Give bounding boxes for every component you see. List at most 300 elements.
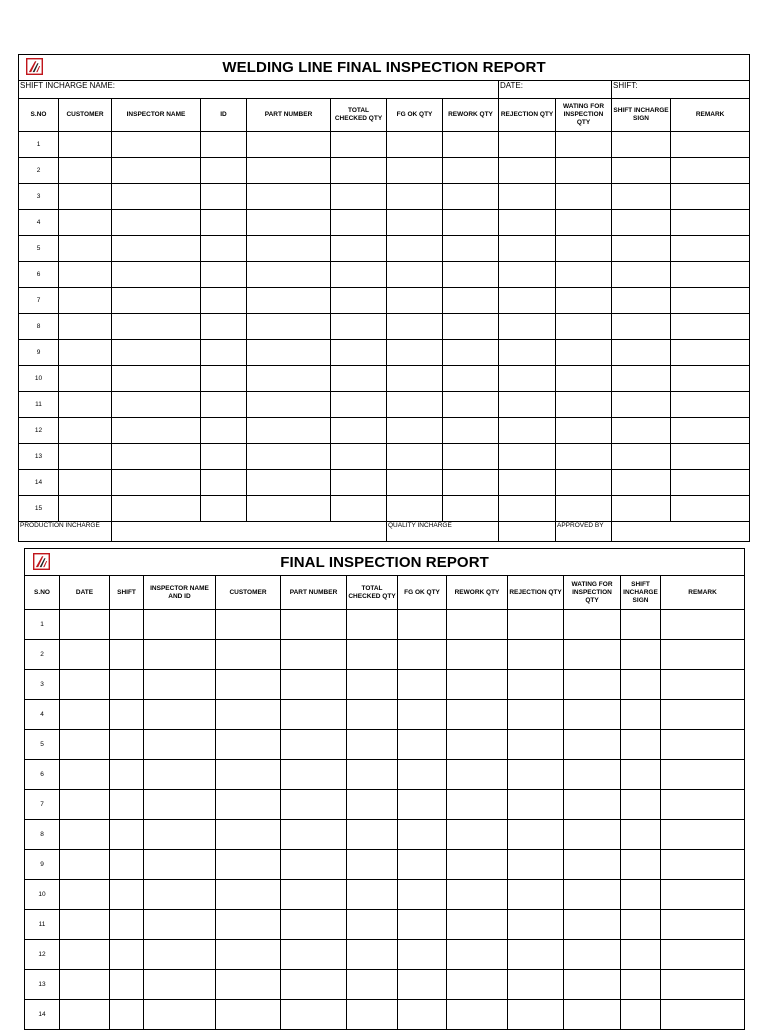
cell-id[interactable] — [201, 444, 247, 470]
cell-rejection-qty[interactable] — [508, 790, 564, 820]
cell-inspector-name-and-id[interactable] — [144, 790, 216, 820]
cell-shift-incharge-sign[interactable] — [621, 880, 661, 910]
cell-wating-for-inspection-qty[interactable] — [556, 314, 612, 340]
cell-wating-for-inspection-qty[interactable] — [556, 236, 612, 262]
cell-customer[interactable] — [216, 820, 281, 850]
cell-rejection-qty[interactable] — [499, 366, 556, 392]
cell-total-checked-qty[interactable] — [331, 184, 387, 210]
cell-customer[interactable] — [216, 940, 281, 970]
cell-part-number[interactable] — [281, 880, 347, 910]
cell-date[interactable] — [60, 700, 110, 730]
cell-inspector-name[interactable] — [112, 444, 201, 470]
cell-part-number[interactable] — [281, 760, 347, 790]
cell-rejection-qty[interactable] — [499, 184, 556, 210]
cell-id[interactable] — [201, 340, 247, 366]
cell-total-checked-qty[interactable] — [331, 444, 387, 470]
production-incharge-sign-cell[interactable] — [112, 522, 387, 542]
cell-wating-for-inspection-qty[interactable] — [564, 970, 621, 1000]
cell-shift[interactable] — [110, 820, 144, 850]
cell-remark[interactable] — [671, 132, 750, 158]
cell-customer[interactable] — [59, 340, 112, 366]
cell-remark[interactable] — [661, 670, 745, 700]
cell-part-number[interactable] — [247, 236, 331, 262]
cell-rework-qty[interactable] — [443, 470, 499, 496]
cell-part-number[interactable] — [247, 392, 331, 418]
cell-rework-qty[interactable] — [447, 1000, 508, 1030]
cell-customer[interactable] — [59, 262, 112, 288]
cell-rejection-qty[interactable] — [499, 392, 556, 418]
cell-rework-qty[interactable] — [443, 392, 499, 418]
cell-customer[interactable] — [216, 850, 281, 880]
cell-remark[interactable] — [671, 262, 750, 288]
cell-inspector-name-and-id[interactable] — [144, 730, 216, 760]
cell-date[interactable] — [60, 970, 110, 1000]
cell-id[interactable] — [201, 184, 247, 210]
cell-inspector-name[interactable] — [112, 236, 201, 262]
approved-by-sign-cell[interactable] — [612, 522, 750, 542]
cell-customer[interactable] — [216, 790, 281, 820]
cell-part-number[interactable] — [247, 366, 331, 392]
cell-id[interactable] — [201, 210, 247, 236]
cell-part-number[interactable] — [247, 132, 331, 158]
cell-shift-incharge-sign[interactable] — [621, 610, 661, 640]
cell-date[interactable] — [60, 610, 110, 640]
cell-remark[interactable] — [661, 910, 745, 940]
cell-total-checked-qty[interactable] — [331, 340, 387, 366]
cell-shift[interactable] — [110, 850, 144, 880]
date-field[interactable]: DATE: — [499, 81, 612, 99]
cell-rework-qty[interactable] — [443, 184, 499, 210]
cell-date[interactable] — [60, 730, 110, 760]
cell-customer[interactable] — [59, 184, 112, 210]
cell-shift-incharge-sign[interactable] — [621, 970, 661, 1000]
cell-wating-for-inspection-qty[interactable] — [556, 418, 612, 444]
cell-rejection-qty[interactable] — [508, 760, 564, 790]
cell-shift[interactable] — [110, 640, 144, 670]
cell-shift-incharge-sign[interactable] — [621, 700, 661, 730]
cell-inspector-name[interactable] — [112, 210, 201, 236]
cell-rework-qty[interactable] — [443, 210, 499, 236]
cell-id[interactable] — [201, 236, 247, 262]
cell-wating-for-inspection-qty[interactable] — [564, 730, 621, 760]
cell-customer[interactable] — [216, 670, 281, 700]
cell-wating-for-inspection-qty[interactable] — [556, 132, 612, 158]
cell-wating-for-inspection-qty[interactable] — [556, 340, 612, 366]
cell-customer[interactable] — [216, 910, 281, 940]
cell-rework-qty[interactable] — [443, 262, 499, 288]
cell-inspector-name-and-id[interactable] — [144, 940, 216, 970]
approved-by-field[interactable]: APPROVED BY — [556, 522, 612, 542]
cell-inspector-name[interactable] — [112, 288, 201, 314]
cell-remark[interactable] — [661, 970, 745, 1000]
cell-shift-incharge-sign[interactable] — [612, 236, 671, 262]
cell-total-checked-qty[interactable] — [331, 314, 387, 340]
cell-shift-incharge-sign[interactable] — [621, 790, 661, 820]
cell-total-checked-qty[interactable] — [331, 470, 387, 496]
cell-fg-ok-qty[interactable] — [387, 444, 443, 470]
cell-total-checked-qty[interactable] — [347, 700, 398, 730]
cell-rejection-qty[interactable] — [508, 850, 564, 880]
cell-rejection-qty[interactable] — [499, 470, 556, 496]
cell-fg-ok-qty[interactable] — [398, 1000, 447, 1030]
cell-rejection-qty[interactable] — [508, 910, 564, 940]
cell-wating-for-inspection-qty[interactable] — [556, 210, 612, 236]
cell-wating-for-inspection-qty[interactable] — [556, 470, 612, 496]
cell-shift[interactable] — [110, 700, 144, 730]
cell-inspector-name[interactable] — [112, 392, 201, 418]
cell-rework-qty[interactable] — [447, 880, 508, 910]
cell-part-number[interactable] — [281, 820, 347, 850]
cell-fg-ok-qty[interactable] — [398, 700, 447, 730]
cell-rejection-qty[interactable] — [499, 340, 556, 366]
cell-inspector-name-and-id[interactable] — [144, 670, 216, 700]
cell-remark[interactable] — [671, 184, 750, 210]
cell-remark[interactable] — [671, 288, 750, 314]
cell-total-checked-qty[interactable] — [347, 790, 398, 820]
cell-remark[interactable] — [661, 790, 745, 820]
cell-inspector-name[interactable] — [112, 496, 201, 522]
cell-rework-qty[interactable] — [447, 970, 508, 1000]
cell-customer[interactable] — [59, 158, 112, 184]
cell-inspector-name[interactable] — [112, 314, 201, 340]
cell-remark[interactable] — [661, 880, 745, 910]
cell-inspector-name[interactable] — [112, 184, 201, 210]
cell-total-checked-qty[interactable] — [347, 670, 398, 700]
cell-inspector-name-and-id[interactable] — [144, 820, 216, 850]
cell-fg-ok-qty[interactable] — [398, 940, 447, 970]
cell-shift-incharge-sign[interactable] — [612, 262, 671, 288]
cell-part-number[interactable] — [247, 340, 331, 366]
cell-total-checked-qty[interactable] — [347, 880, 398, 910]
cell-rejection-qty[interactable] — [499, 132, 556, 158]
cell-shift[interactable] — [110, 970, 144, 1000]
cell-total-checked-qty[interactable] — [347, 850, 398, 880]
cell-part-number[interactable] — [247, 444, 331, 470]
cell-rejection-qty[interactable] — [499, 158, 556, 184]
cell-shift-incharge-sign[interactable] — [612, 444, 671, 470]
cell-shift-incharge-sign[interactable] — [612, 132, 671, 158]
cell-total-checked-qty[interactable] — [347, 1000, 398, 1030]
cell-wating-for-inspection-qty[interactable] — [564, 910, 621, 940]
cell-shift[interactable] — [110, 610, 144, 640]
cell-inspector-name[interactable] — [112, 262, 201, 288]
cell-inspector-name-and-id[interactable] — [144, 610, 216, 640]
cell-id[interactable] — [201, 366, 247, 392]
cell-date[interactable] — [60, 820, 110, 850]
cell-shift-incharge-sign[interactable] — [612, 288, 671, 314]
cell-id[interactable] — [201, 496, 247, 522]
cell-shift-incharge-sign[interactable] — [621, 850, 661, 880]
cell-customer[interactable] — [216, 640, 281, 670]
cell-rejection-qty[interactable] — [499, 496, 556, 522]
cell-remark[interactable] — [661, 610, 745, 640]
cell-rejection-qty[interactable] — [508, 730, 564, 760]
cell-rejection-qty[interactable] — [508, 640, 564, 670]
cell-remark[interactable] — [661, 820, 745, 850]
cell-shift-incharge-sign[interactable] — [621, 730, 661, 760]
cell-customer[interactable] — [59, 444, 112, 470]
cell-fg-ok-qty[interactable] — [398, 970, 447, 1000]
cell-total-checked-qty[interactable] — [331, 496, 387, 522]
cell-shift[interactable] — [110, 1000, 144, 1030]
cell-customer[interactable] — [59, 418, 112, 444]
cell-remark[interactable] — [671, 496, 750, 522]
cell-fg-ok-qty[interactable] — [387, 158, 443, 184]
cell-inspector-name-and-id[interactable] — [144, 910, 216, 940]
cell-id[interactable] — [201, 418, 247, 444]
cell-remark[interactable] — [661, 850, 745, 880]
cell-shift-incharge-sign[interactable] — [612, 340, 671, 366]
cell-rework-qty[interactable] — [443, 366, 499, 392]
cell-total-checked-qty[interactable] — [347, 610, 398, 640]
cell-fg-ok-qty[interactable] — [387, 418, 443, 444]
cell-rework-qty[interactable] — [443, 340, 499, 366]
cell-id[interactable] — [201, 314, 247, 340]
cell-customer[interactable] — [59, 366, 112, 392]
cell-customer[interactable] — [59, 470, 112, 496]
cell-fg-ok-qty[interactable] — [387, 470, 443, 496]
cell-remark[interactable] — [671, 366, 750, 392]
cell-customer[interactable] — [216, 730, 281, 760]
cell-shift-incharge-sign[interactable] — [621, 1000, 661, 1030]
cell-inspector-name-and-id[interactable] — [144, 850, 216, 880]
cell-fg-ok-qty[interactable] — [398, 670, 447, 700]
cell-wating-for-inspection-qty[interactable] — [564, 640, 621, 670]
cell-total-checked-qty[interactable] — [331, 418, 387, 444]
cell-rework-qty[interactable] — [443, 314, 499, 340]
cell-id[interactable] — [201, 470, 247, 496]
cell-fg-ok-qty[interactable] — [398, 850, 447, 880]
cell-part-number[interactable] — [281, 670, 347, 700]
cell-fg-ok-qty[interactable] — [398, 820, 447, 850]
cell-remark[interactable] — [661, 1000, 745, 1030]
cell-wating-for-inspection-qty[interactable] — [564, 820, 621, 850]
cell-inspector-name[interactable] — [112, 132, 201, 158]
cell-wating-for-inspection-qty[interactable] — [556, 392, 612, 418]
cell-rejection-qty[interactable] — [508, 820, 564, 850]
cell-part-number[interactable] — [247, 288, 331, 314]
cell-wating-for-inspection-qty[interactable] — [564, 700, 621, 730]
cell-part-number[interactable] — [281, 850, 347, 880]
cell-wating-for-inspection-qty[interactable] — [564, 610, 621, 640]
cell-rework-qty[interactable] — [447, 700, 508, 730]
cell-fg-ok-qty[interactable] — [387, 132, 443, 158]
cell-total-checked-qty[interactable] — [347, 970, 398, 1000]
cell-remark[interactable] — [671, 236, 750, 262]
shift-incharge-name-field[interactable]: SHIFT INCHARGE NAME: — [19, 81, 499, 99]
cell-id[interactable] — [201, 392, 247, 418]
cell-customer[interactable] — [216, 880, 281, 910]
cell-wating-for-inspection-qty[interactable] — [564, 850, 621, 880]
cell-shift[interactable] — [110, 880, 144, 910]
cell-total-checked-qty[interactable] — [331, 366, 387, 392]
cell-part-number[interactable] — [281, 1000, 347, 1030]
cell-shift[interactable] — [110, 760, 144, 790]
cell-wating-for-inspection-qty[interactable] — [564, 670, 621, 700]
cell-inspector-name-and-id[interactable] — [144, 880, 216, 910]
cell-shift[interactable] — [110, 670, 144, 700]
cell-customer[interactable] — [59, 314, 112, 340]
cell-total-checked-qty[interactable] — [331, 262, 387, 288]
cell-customer[interactable] — [216, 760, 281, 790]
cell-rework-qty[interactable] — [447, 910, 508, 940]
cell-wating-for-inspection-qty[interactable] — [556, 366, 612, 392]
cell-inspector-name-and-id[interactable] — [144, 700, 216, 730]
cell-shift-incharge-sign[interactable] — [612, 184, 671, 210]
cell-part-number[interactable] — [281, 790, 347, 820]
cell-shift-incharge-sign[interactable] — [612, 210, 671, 236]
cell-rejection-qty[interactable] — [499, 444, 556, 470]
cell-id[interactable] — [201, 288, 247, 314]
cell-fg-ok-qty[interactable] — [387, 366, 443, 392]
cell-part-number[interactable] — [247, 184, 331, 210]
cell-part-number[interactable] — [281, 970, 347, 1000]
cell-date[interactable] — [60, 670, 110, 700]
cell-total-checked-qty[interactable] — [331, 210, 387, 236]
cell-shift-incharge-sign[interactable] — [621, 940, 661, 970]
cell-fg-ok-qty[interactable] — [387, 392, 443, 418]
cell-inspector-name-and-id[interactable] — [144, 760, 216, 790]
cell-fg-ok-qty[interactable] — [387, 496, 443, 522]
cell-rejection-qty[interactable] — [508, 1000, 564, 1030]
cell-fg-ok-qty[interactable] — [398, 610, 447, 640]
cell-remark[interactable] — [671, 314, 750, 340]
cell-shift-incharge-sign[interactable] — [612, 366, 671, 392]
cell-rework-qty[interactable] — [447, 610, 508, 640]
cell-total-checked-qty[interactable] — [331, 158, 387, 184]
cell-wating-for-inspection-qty[interactable] — [556, 444, 612, 470]
cell-customer[interactable] — [59, 288, 112, 314]
cell-customer[interactable] — [59, 496, 112, 522]
cell-total-checked-qty[interactable] — [331, 392, 387, 418]
cell-fg-ok-qty[interactable] — [398, 640, 447, 670]
cell-date[interactable] — [60, 880, 110, 910]
cell-rework-qty[interactable] — [443, 158, 499, 184]
cell-customer[interactable] — [216, 700, 281, 730]
cell-remark[interactable] — [671, 340, 750, 366]
cell-wating-for-inspection-qty[interactable] — [564, 880, 621, 910]
cell-date[interactable] — [60, 940, 110, 970]
cell-rejection-qty[interactable] — [508, 940, 564, 970]
cell-customer[interactable] — [59, 236, 112, 262]
cell-rework-qty[interactable] — [443, 418, 499, 444]
cell-part-number[interactable] — [247, 470, 331, 496]
cell-inspector-name[interactable] — [112, 340, 201, 366]
cell-remark[interactable] — [671, 392, 750, 418]
cell-date[interactable] — [60, 790, 110, 820]
cell-shift-incharge-sign[interactable] — [621, 640, 661, 670]
cell-remark[interactable] — [661, 730, 745, 760]
cell-inspector-name-and-id[interactable] — [144, 970, 216, 1000]
cell-remark[interactable] — [661, 760, 745, 790]
cell-fg-ok-qty[interactable] — [398, 790, 447, 820]
cell-remark[interactable] — [661, 700, 745, 730]
cell-remark[interactable] — [671, 444, 750, 470]
cell-inspector-name[interactable] — [112, 158, 201, 184]
cell-inspector-name[interactable] — [112, 470, 201, 496]
cell-shift-incharge-sign[interactable] — [612, 392, 671, 418]
cell-id[interactable] — [201, 132, 247, 158]
cell-wating-for-inspection-qty[interactable] — [556, 262, 612, 288]
cell-rework-qty[interactable] — [447, 850, 508, 880]
cell-fg-ok-qty[interactable] — [387, 262, 443, 288]
cell-inspector-name-and-id[interactable] — [144, 640, 216, 670]
cell-rework-qty[interactable] — [443, 132, 499, 158]
cell-inspector-name[interactable] — [112, 366, 201, 392]
cell-rejection-qty[interactable] — [499, 262, 556, 288]
cell-shift-incharge-sign[interactable] — [612, 158, 671, 184]
production-incharge-field[interactable]: PRODUCTION INCHARGE — [19, 522, 112, 542]
cell-rejection-qty[interactable] — [508, 670, 564, 700]
cell-fg-ok-qty[interactable] — [387, 184, 443, 210]
cell-fg-ok-qty[interactable] — [387, 210, 443, 236]
cell-rejection-qty[interactable] — [499, 418, 556, 444]
cell-part-number[interactable] — [281, 940, 347, 970]
cell-customer[interactable] — [216, 1000, 281, 1030]
cell-remark[interactable] — [661, 940, 745, 970]
cell-inspector-name[interactable] — [112, 418, 201, 444]
cell-rejection-qty[interactable] — [508, 700, 564, 730]
cell-part-number[interactable] — [281, 730, 347, 760]
cell-rejection-qty[interactable] — [508, 610, 564, 640]
cell-rejection-qty[interactable] — [499, 288, 556, 314]
cell-id[interactable] — [201, 158, 247, 184]
quality-incharge-sign-cell[interactable] — [499, 522, 556, 542]
cell-fg-ok-qty[interactable] — [398, 730, 447, 760]
cell-remark[interactable] — [671, 470, 750, 496]
cell-date[interactable] — [60, 910, 110, 940]
cell-wating-for-inspection-qty[interactable] — [564, 760, 621, 790]
cell-rejection-qty[interactable] — [499, 210, 556, 236]
cell-total-checked-qty[interactable] — [331, 236, 387, 262]
cell-shift[interactable] — [110, 790, 144, 820]
cell-wating-for-inspection-qty[interactable] — [564, 1000, 621, 1030]
cell-part-number[interactable] — [247, 418, 331, 444]
cell-shift[interactable] — [110, 940, 144, 970]
cell-rework-qty[interactable] — [443, 288, 499, 314]
cell-total-checked-qty[interactable] — [347, 760, 398, 790]
cell-rework-qty[interactable] — [447, 940, 508, 970]
cell-date[interactable] — [60, 640, 110, 670]
cell-shift-incharge-sign[interactable] — [612, 470, 671, 496]
cell-remark[interactable] — [661, 640, 745, 670]
shift-field[interactable]: SHIFT: — [612, 81, 750, 99]
cell-total-checked-qty[interactable] — [347, 910, 398, 940]
cell-total-checked-qty[interactable] — [347, 940, 398, 970]
cell-part-number[interactable] — [247, 158, 331, 184]
cell-remark[interactable] — [671, 210, 750, 236]
cell-fg-ok-qty[interactable] — [398, 880, 447, 910]
cell-remark[interactable] — [671, 418, 750, 444]
cell-rejection-qty[interactable] — [499, 314, 556, 340]
cell-total-checked-qty[interactable] — [347, 640, 398, 670]
cell-wating-for-inspection-qty[interactable] — [556, 496, 612, 522]
cell-part-number[interactable] — [281, 610, 347, 640]
cell-rework-qty[interactable] — [447, 760, 508, 790]
cell-fg-ok-qty[interactable] — [387, 288, 443, 314]
cell-rework-qty[interactable] — [447, 820, 508, 850]
cell-shift[interactable] — [110, 910, 144, 940]
cell-date[interactable] — [60, 1000, 110, 1030]
cell-wating-for-inspection-qty[interactable] — [564, 940, 621, 970]
cell-part-number[interactable] — [247, 262, 331, 288]
cell-rejection-qty[interactable] — [508, 880, 564, 910]
cell-shift-incharge-sign[interactable] — [612, 418, 671, 444]
cell-wating-for-inspection-qty[interactable] — [556, 158, 612, 184]
cell-part-number[interactable] — [281, 910, 347, 940]
cell-rejection-qty[interactable] — [499, 236, 556, 262]
cell-rework-qty[interactable] — [447, 730, 508, 760]
